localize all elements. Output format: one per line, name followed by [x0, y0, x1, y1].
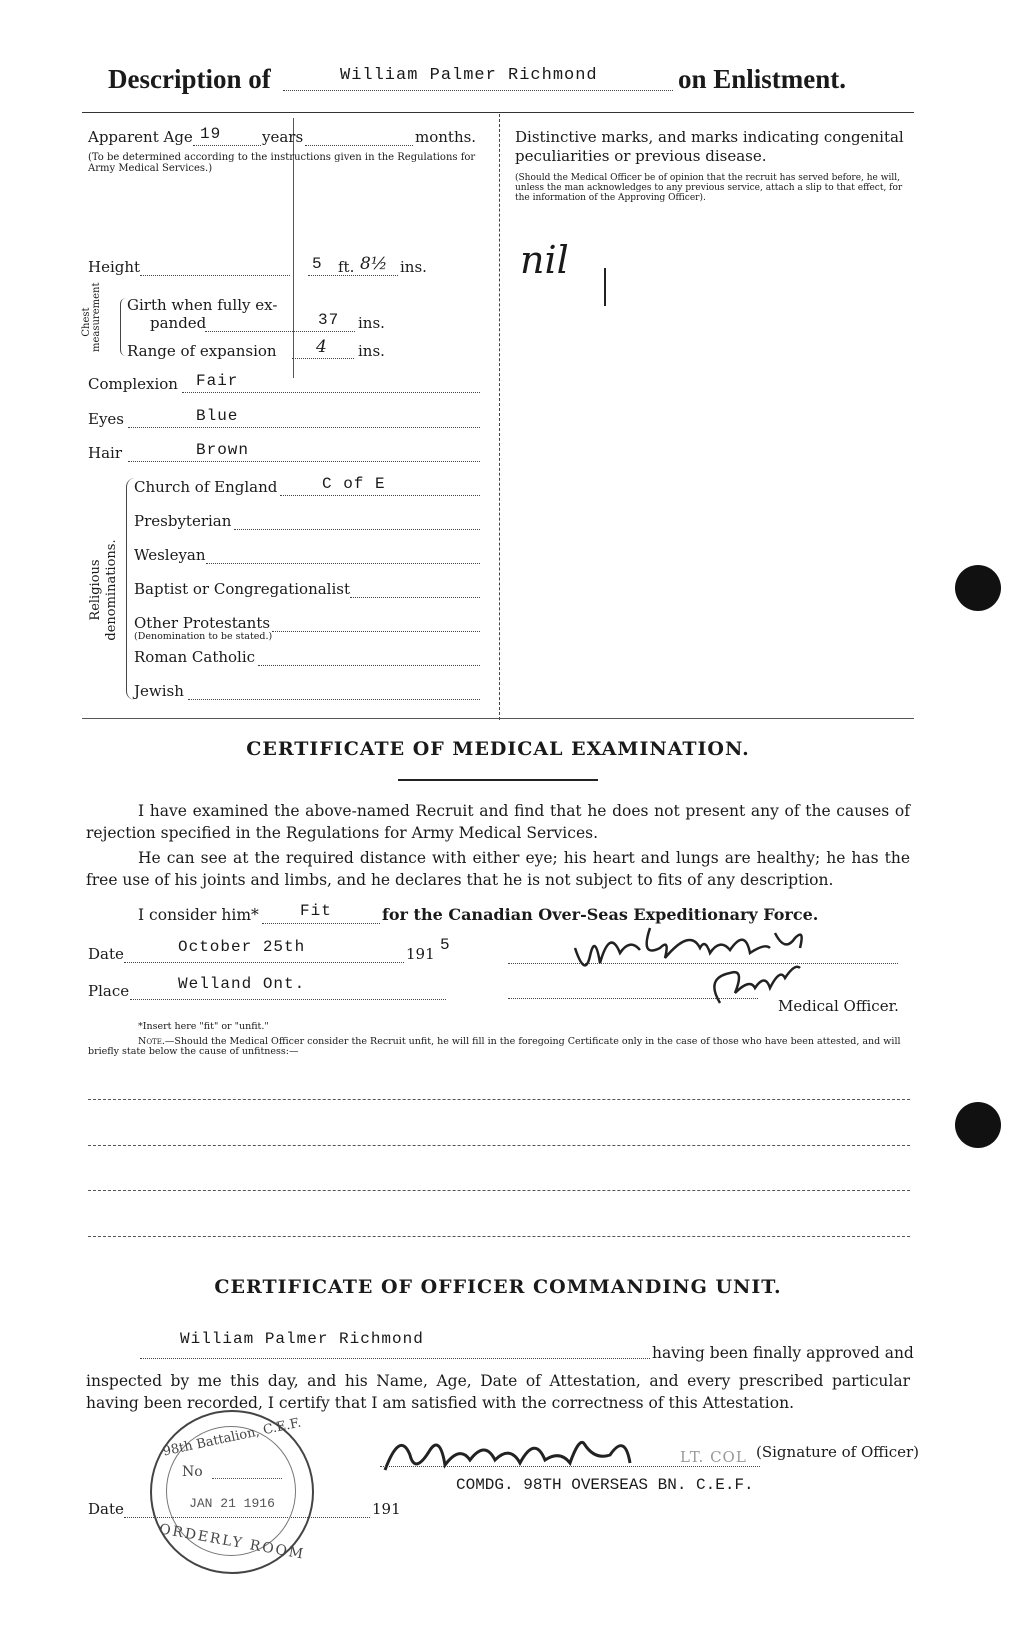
approved-label: having been finally approved and — [652, 1344, 914, 1362]
religion-baptist: Baptist or Congregationalist — [134, 580, 350, 598]
height-ft-value: 5 — [312, 255, 323, 273]
orderly-room-stamp — [150, 1410, 314, 1574]
religion-presby: Presbyterian — [134, 512, 232, 530]
religion-baptist-rule — [350, 597, 480, 598]
unfitness-line-2 — [88, 1145, 910, 1146]
religion-jewish: Jewish — [134, 682, 184, 700]
year-prefix: 191 — [406, 945, 435, 963]
medical-officer-label: Medical Officer. — [778, 997, 899, 1015]
religion-jewish-rule — [188, 699, 480, 700]
complexion-value: Fair — [196, 372, 239, 390]
date-rule — [124, 962, 404, 963]
stamp-no-label: No — [182, 1464, 203, 1480]
complexion-label: Complexion — [88, 375, 178, 393]
header-name-rule — [283, 90, 673, 91]
co-year-prefix: 191 — [372, 1500, 401, 1518]
girth-label-1: Girth when fully ex- — [127, 296, 278, 314]
religion-rc-rule — [258, 665, 480, 666]
unfitness-line-1 — [88, 1099, 910, 1100]
eyes-label: Eyes — [88, 410, 124, 428]
months-label: months. — [415, 128, 477, 146]
place-label: Place — [88, 982, 130, 1000]
religion-rc: Roman Catholic — [134, 648, 256, 666]
fit-rule — [262, 923, 380, 924]
religion-presby-rule — [234, 529, 480, 530]
date-label: Date — [88, 945, 124, 963]
chest-bracket — [120, 298, 127, 356]
age-rule — [193, 145, 261, 146]
religion-coe: Church of England — [134, 478, 278, 496]
range-label: Range of expansion — [127, 342, 277, 360]
co-name-value: William Palmer Richmond — [180, 1330, 424, 1348]
religious-label: Religious denominations. — [88, 539, 119, 641]
age-note: (To be determined according to the instructions given in the Regulations for Army Medical Services.) — [88, 152, 476, 174]
stamp-top: 98th Battalion, C.E.F. — [161, 1415, 303, 1460]
religion-wesleyan: Wesleyan — [134, 546, 206, 564]
co-date-label: Date — [88, 1500, 124, 1518]
hair-rule — [128, 461, 480, 462]
religion-coe-rule — [280, 495, 480, 496]
stamp-no-rule — [212, 1478, 282, 1479]
co-name-rule — [140, 1358, 650, 1359]
ins-label: ins. — [400, 258, 427, 276]
co-signature-rule — [380, 1466, 760, 1467]
hair-label: Hair — [88, 444, 122, 462]
column-divider — [499, 114, 500, 720]
religion-other: Other Protestants — [134, 614, 271, 632]
religion-other-note: (Denomination to be stated.) — [134, 631, 273, 642]
comdg-line: COMDG. 98TH OVERSEAS BN. C.E.F. — [456, 1476, 754, 1494]
eyes-rule — [128, 427, 480, 428]
commanding-heading: CERTIFICATE OF OFFICER COMMANDING UNIT. — [214, 1276, 782, 1298]
height-in-value: 8½ — [360, 254, 388, 274]
stamp-date: JAN 21 1916 — [189, 1496, 275, 1511]
unfitness-line-3 — [88, 1190, 910, 1191]
header-rule — [82, 112, 914, 113]
co-rank: LT. COL — [680, 1448, 747, 1466]
stamp-bottom: ORDERLY ROOM — [157, 1521, 307, 1563]
medical-officer-signature — [570, 908, 870, 1008]
header-title-left: Description of — [108, 64, 271, 94]
marks-value: nil — [520, 238, 569, 282]
note-label: Note. — [138, 1036, 165, 1047]
girth-rule — [205, 331, 355, 332]
medical-para-1: I have examined the above-named Recruit and find that he does not present any of the causes of rejection specified in the Regulations for Army Medical Services. — [86, 802, 910, 842]
chest-label: Chest measurement — [81, 282, 102, 352]
fit-value: Fit — [300, 902, 332, 920]
height-lead-rule — [140, 275, 290, 276]
religion-wesleyan-rule — [206, 563, 480, 564]
religion-other-rule — [272, 631, 480, 632]
consider-label: I consider him* — [138, 906, 259, 924]
years-label: years — [262, 128, 304, 146]
age-label: Apparent Age — [88, 128, 193, 146]
range-value: 4 — [316, 337, 327, 357]
girth-label-2: panded — [150, 314, 207, 332]
complexion-rule — [182, 392, 480, 393]
section-rule — [82, 718, 914, 719]
marks-tick — [604, 268, 606, 306]
height-label: Height — [88, 258, 141, 276]
place-value: Welland Ont. — [178, 975, 306, 993]
header-name: William Palmer Richmond — [340, 66, 598, 85]
note-body: —Should the Medical Officer consider the Recruit unfit, he will fill in the foregoing Certificate only in the case of those who have been attested, and will briefly state below the cause of unfitness:— — [88, 1036, 901, 1057]
ft-label: ft. — [338, 258, 355, 276]
medical-para-2: He can see at the required distance with either eye; his heart and lungs are healthy; he has the free use of his joints and limbs, and he declares that he is not subject to fits of any description. — [86, 849, 910, 889]
medical-heading: CERTIFICATE OF MEDICAL EXAMINATION. — [246, 738, 750, 760]
binder-hole-top — [955, 565, 1001, 611]
hair-value: Brown — [196, 441, 250, 459]
unfitness-line-4 — [88, 1236, 910, 1237]
binder-hole-bottom — [955, 1102, 1001, 1148]
eyes-value: Blue — [196, 407, 239, 425]
girth-value: 37 — [318, 311, 340, 329]
months-rule — [305, 145, 413, 146]
note-text — [88, 1037, 910, 1057]
religion-coe-value: C of E — [322, 475, 386, 493]
range-ins-label: ins. — [358, 342, 385, 360]
date-value: October 25th — [178, 938, 306, 956]
marks-title: Distinctive marks, and marks indicating congenital peculiarities or previous disease. — [515, 128, 904, 165]
range-rule — [292, 358, 354, 359]
commanding-para: inspected by me this day, and his Name, Age, Date of Attestation, and every prescribed particular having been recorded, I certify that I am satisfied with the correctness of this Attestation. — [86, 1372, 910, 1412]
signature-label: (Signature of Officer) — [756, 1443, 920, 1461]
girth-ins-label: ins. — [358, 314, 385, 332]
header-title-right: on Enlistment. — [678, 64, 847, 94]
year-suffix: 5 — [440, 936, 451, 954]
medical-heading-underline — [398, 779, 598, 781]
age-value: 19 — [200, 125, 222, 143]
marks-note: (Should the Medical Officer be of opinion that the recruit has served before, he will, unless the man acknowledges to any previous service, attach a slip to that effect, for the information of the Approving Officer). — [515, 173, 903, 203]
signature-stroke-1 — [575, 928, 802, 965]
place-rule — [130, 999, 446, 1000]
for-label: for the Canadian Over-Seas Expeditionary Force. — [382, 905, 819, 924]
insert-note: *Insert here "fit" or "unfit." — [138, 1021, 269, 1032]
